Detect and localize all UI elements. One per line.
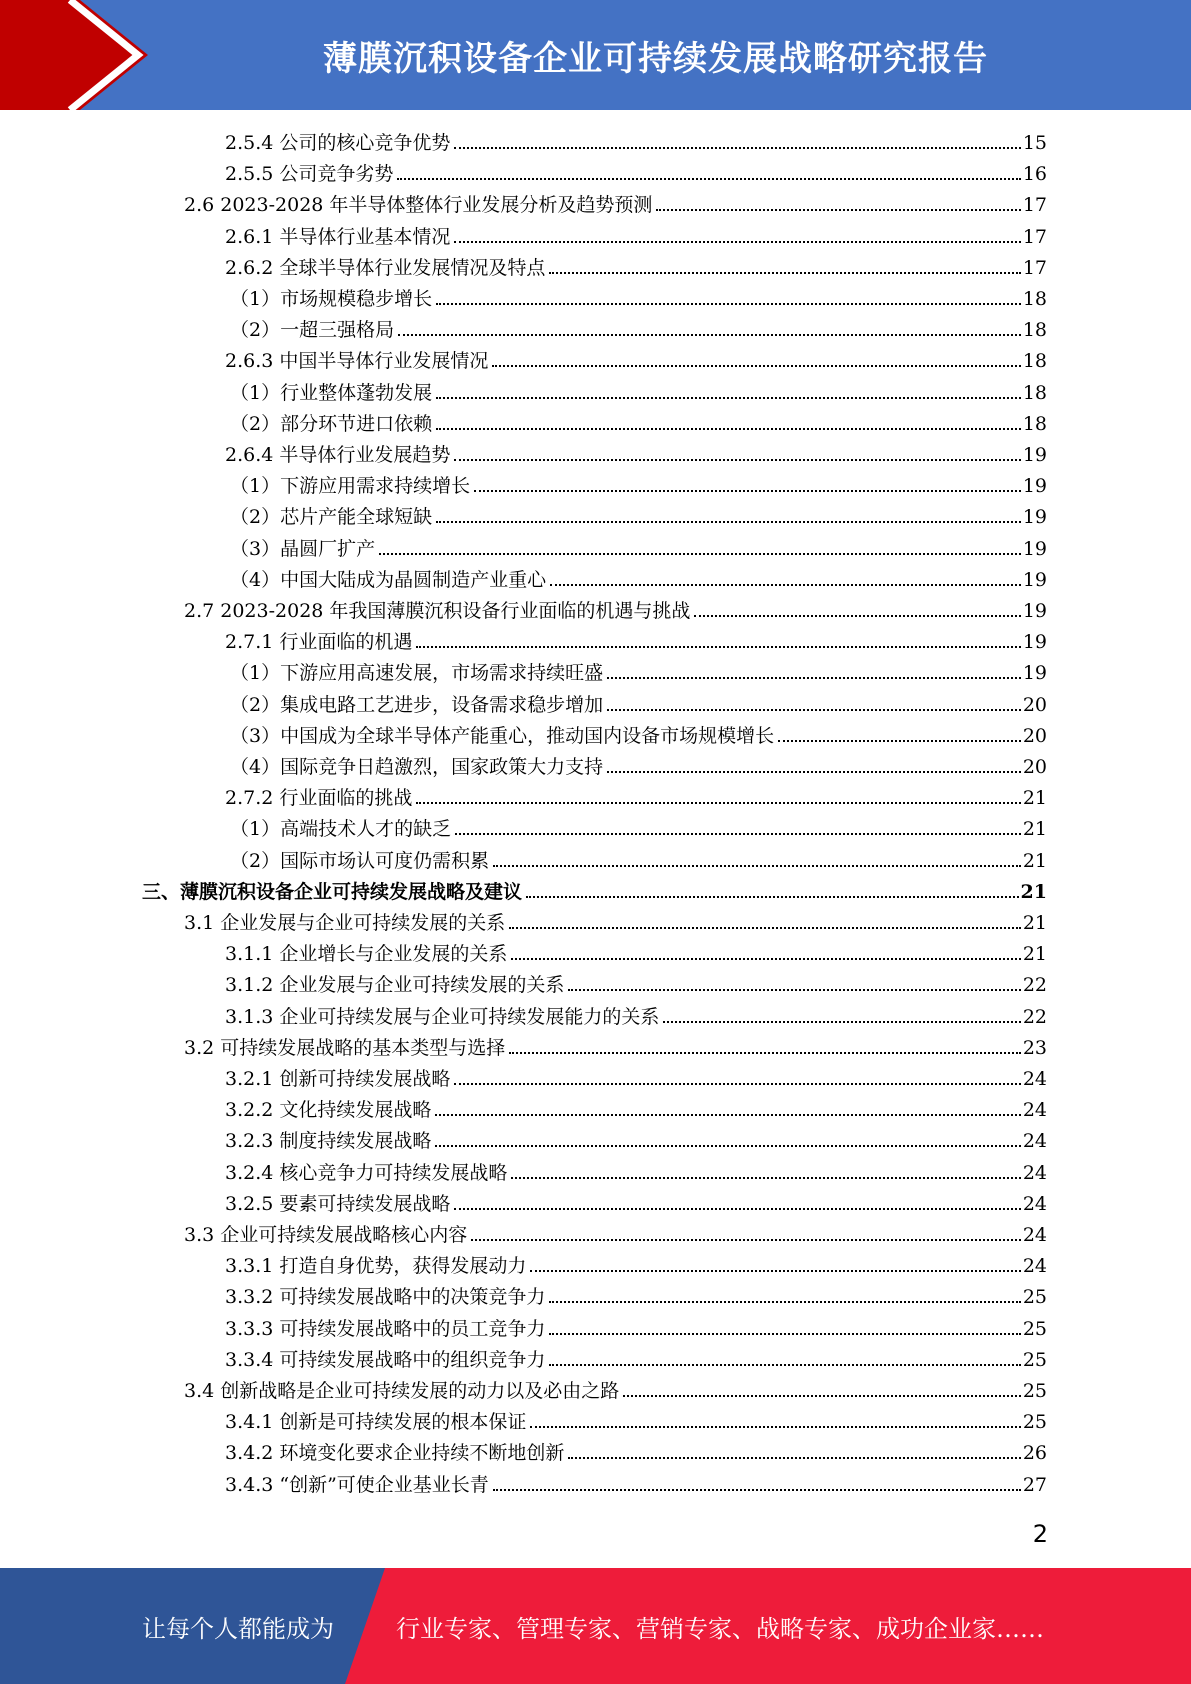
toc-entry-page: 19 — [1022, 537, 1047, 560]
page-footer — [0, 1568, 1191, 1684]
toc-entry[interactable] — [230, 533, 1047, 561]
toc-entry-page: 20 — [1022, 756, 1047, 778]
toc-leader-dots — [454, 1208, 1020, 1210]
toc-entry-page: 21 — [1022, 818, 1047, 841]
toc-entry-label: 2.6 2023-2028 年半导体整体行业发展分析及趋势预测 — [184, 194, 653, 217]
toc-entry[interactable] — [225, 1281, 1047, 1309]
toc-leader-dots — [455, 833, 1021, 835]
toc-leader-dots — [435, 1145, 1020, 1147]
toc-entry-page: 21 — [1022, 943, 1047, 966]
toc-entry[interactable] — [225, 221, 1047, 249]
toc-leader-dots — [656, 209, 1020, 211]
toc-entry[interactable] — [230, 377, 1047, 405]
toc-entry-label: 3.1.3 企业可持续发展与企业可持续发展能力的关系 — [225, 1005, 660, 1028]
toc-entry[interactable] — [142, 876, 1047, 904]
toc-entry[interactable] — [225, 1157, 1047, 1185]
toc-entry-page: 17 — [1022, 225, 1047, 248]
toc-entry[interactable] — [225, 1406, 1047, 1434]
toc-leader-dots — [511, 958, 1020, 960]
toc-entry-page: 15 — [1022, 132, 1047, 154]
toc-entry-label: （2）国际市场认可度仍需积累 — [230, 849, 490, 872]
toc-leader-dots — [526, 896, 1019, 898]
toc-entry-label: 3.4.1 创新是可持续发展的根本保证 — [225, 1411, 527, 1434]
toc-entry-page: 19 — [1022, 662, 1047, 685]
toc-entry[interactable] — [230, 470, 1047, 498]
toc-leader-dots — [623, 1395, 1021, 1397]
toc-leader-dots — [607, 677, 1021, 679]
toc-entry-label: 3.4.2 环境变化要求企业持续不断地创新 — [225, 1442, 565, 1465]
toc-entry-label: （1）下游应用高速发展，市场需求持续旺盛 — [230, 662, 604, 685]
toc-leader-dots — [493, 1489, 1021, 1491]
toc-leader-dots — [663, 1021, 1020, 1023]
toc-entry-label: 3.3 企业可持续发展战略核心内容 — [184, 1224, 468, 1246]
toc-entry-label: （3）晶圆厂扩产 — [230, 537, 376, 560]
toc-entry-page: 21 — [1022, 849, 1047, 872]
toc-entry-page: 20 — [1022, 724, 1047, 747]
toc-entry-page: 17 — [1022, 256, 1047, 279]
toc-entry[interactable] — [184, 907, 1047, 935]
toc-entry-label: 3.1.2 企业发展与企业可持续发展的关系 — [225, 974, 565, 997]
toc-entry-label: （1）下游应用需求持续增长 — [230, 475, 471, 498]
toc-leader-dots — [568, 989, 1020, 991]
toc-entry-label: 3.4 创新战略是企业可持续发展的动力以及必由之路 — [184, 1380, 620, 1402]
toc-entry-page: 22 — [1022, 1005, 1047, 1028]
toc-leader-dots — [436, 303, 1021, 305]
toc-entry[interactable] — [230, 720, 1047, 748]
toc-leader-dots — [607, 771, 1021, 773]
toc-entry-page: 25 — [1022, 1348, 1047, 1371]
toc-entry-label: 2.7 2023-2028 年我国薄膜沉积设备行业面临的机遇与挑战 — [184, 600, 691, 622]
toc-entry-label: 3.2.2 文化持续发展战略 — [225, 1099, 432, 1122]
toc-leader-dots — [778, 740, 1021, 742]
toc-entry[interactable] — [184, 1032, 1047, 1060]
toc-leader-dots — [550, 584, 1021, 586]
toc-leader-dots — [454, 459, 1020, 461]
toc-entry[interactable] — [225, 252, 1047, 280]
toc-entry[interactable] — [225, 345, 1047, 373]
toc-entry-label: （4）中国大陆成为晶圆制造产业重心 — [230, 568, 547, 591]
toc-entry-page: 24 — [1022, 1192, 1047, 1215]
toc-entry[interactable] — [184, 1219, 1047, 1247]
toc-entry-page: 19 — [1022, 475, 1047, 498]
toc-entry-label: （4）国际竞争日趋激烈，国家政策大力支持 — [230, 756, 604, 778]
toc-entry-page: 24 — [1022, 1255, 1047, 1278]
toc-leader-dots — [511, 1177, 1020, 1179]
toc-leader-dots — [436, 521, 1021, 523]
page-number: 2 — [1032, 1520, 1048, 1548]
toc-entry[interactable] — [184, 595, 1047, 623]
toc-entry[interactable] — [230, 314, 1047, 342]
toc-leader-dots — [509, 1052, 1021, 1054]
toc-entry-page: 18 — [1022, 412, 1047, 435]
toc-entry-label: （2）集成电路工艺进步，设备需求稳步增加 — [230, 693, 604, 716]
toc-entry-label: 3.4.3 “创新”可使企业基业长青 — [225, 1473, 489, 1496]
toc-entry-label: （1）高端技术人才的缺乏 — [230, 818, 452, 841]
toc-leader-dots — [549, 272, 1020, 274]
toc-entry[interactable] — [230, 657, 1047, 685]
toc-entry-label: 3.2.1 创新可持续发展战略 — [225, 1068, 451, 1090]
toc-leader-dots — [435, 1114, 1020, 1116]
toc-leader-dots — [416, 802, 1020, 804]
toc-entry[interactable] — [184, 189, 1047, 217]
page-header — [0, 0, 1191, 110]
toc-entry-page: 18 — [1022, 288, 1047, 310]
toc-leader-dots — [454, 241, 1020, 243]
toc-entry[interactable] — [225, 1313, 1047, 1341]
toc-entry-page: 25 — [1022, 1380, 1047, 1402]
toc-leader-dots — [509, 927, 1021, 929]
toc-leader-dots — [607, 709, 1021, 711]
toc-entry-label: 2.6.2 全球半导体行业发展情况及特点 — [225, 256, 546, 279]
toc-entry-label: 2.6.4 半导体行业发展趋势 — [225, 444, 451, 466]
toc-entry-page: 25 — [1022, 1411, 1047, 1434]
toc-entry-label: 2.6.1 半导体行业基本情况 — [225, 225, 451, 248]
toc-entry-page: 20 — [1022, 693, 1047, 716]
toc-entry[interactable] — [225, 158, 1047, 186]
toc-entry[interactable] — [225, 1001, 1047, 1029]
toc-entry-page: 24 — [1022, 1224, 1047, 1246]
toc-entry-page: 19 — [1022, 506, 1047, 529]
toc-entry[interactable] — [225, 439, 1047, 467]
toc-entry-page: 27 — [1022, 1473, 1047, 1496]
toc-entry-page: 24 — [1022, 1161, 1047, 1184]
toc-leader-dots — [454, 147, 1020, 149]
toc-entry-page: 21 — [1022, 912, 1047, 934]
toc-entry-page: 18 — [1022, 381, 1047, 404]
toc-entry[interactable] — [184, 1375, 1047, 1403]
toc-leader-dots — [436, 397, 1021, 399]
toc-entry[interactable] — [225, 1344, 1047, 1372]
toc-entry[interactable] — [225, 1188, 1047, 1216]
toc-entry[interactable] — [225, 969, 1047, 997]
footer-roles: 行业专家、管理专家、营销专家、战略专家、成功企业家…… — [396, 1614, 1044, 1643]
toc-entry[interactable] — [225, 127, 1047, 155]
toc-entry-label: 2.7.1 行业面临的机遇 — [225, 631, 413, 654]
toc-entry-label: 2.5.5 公司竞争劣势 — [225, 163, 394, 186]
toc-entry-label: （3）中国成为全球半导体产能重心，推动国内设备市场规模增长 — [230, 724, 775, 747]
toc-entry-label: 3.2 可持续发展战略的基本类型与选择 — [184, 1036, 506, 1059]
chevron-arrow-icon — [0, 0, 160, 110]
toc-leader-dots — [379, 553, 1021, 555]
toc-entry-page: 19 — [1022, 444, 1047, 466]
toc-entry-label: 3.3.2 可持续发展战略中的决策竞争力 — [225, 1286, 546, 1309]
toc-entry[interactable] — [225, 938, 1047, 966]
toc-entry-label: 3.3.1 打造自身优势，获得发展动力 — [225, 1255, 527, 1278]
toc-leader-dots — [397, 178, 1020, 180]
toc-entry-label: 2.6.3 中国半导体行业发展情况 — [225, 350, 489, 373]
toc-entry-page: 23 — [1022, 1036, 1047, 1059]
toc-entry[interactable] — [230, 845, 1047, 873]
toc-leader-dots — [454, 1083, 1020, 1085]
toc-entry-label: 3.1 企业发展与企业可持续发展的关系 — [184, 912, 506, 934]
toc-entry-page: 19 — [1022, 568, 1047, 591]
toc-entry-page: 17 — [1022, 194, 1047, 217]
toc-entry-page: 24 — [1022, 1099, 1047, 1122]
toc-entry-page: 18 — [1022, 350, 1047, 373]
toc-leader-dots — [436, 428, 1021, 430]
toc-leader-dots — [549, 1333, 1020, 1335]
toc-entry[interactable] — [225, 1063, 1047, 1091]
toc-entry[interactable] — [230, 751, 1047, 779]
toc-entry[interactable] — [230, 813, 1047, 841]
toc-entry-label: 3.2.3 制度持续发展战略 — [225, 1130, 432, 1153]
toc-entry-label: 2.5.4 公司的核心竞争优势 — [225, 132, 451, 154]
toc-entry[interactable] — [225, 626, 1047, 654]
toc-entry-page: 22 — [1022, 974, 1047, 997]
toc-leader-dots — [549, 1364, 1020, 1366]
toc-entry[interactable] — [230, 564, 1047, 592]
toc-entry-page: 25 — [1022, 1317, 1047, 1340]
toc-leader-dots — [474, 490, 1021, 492]
toc-leader-dots — [694, 615, 1020, 617]
toc-entry[interactable] — [225, 1469, 1047, 1497]
toc-entry-label: 3.2.5 要素可持续发展战略 — [225, 1192, 451, 1215]
toc-entry[interactable] — [230, 689, 1047, 717]
toc-entry-label: 3.3.4 可持续发展战略中的组织竞争力 — [225, 1348, 546, 1371]
toc-entry-label: 3.1.1 企业增长与企业发展的关系 — [225, 943, 508, 966]
toc-entry[interactable] — [225, 1094, 1047, 1122]
toc-entry-label: （1）市场规模稳步增长 — [230, 288, 433, 310]
toc-entry[interactable] — [225, 1437, 1047, 1465]
toc-leader-dots — [398, 334, 1021, 336]
toc-leader-dots — [568, 1457, 1020, 1459]
toc-leader-dots — [549, 1301, 1020, 1303]
toc-entry-page: 19 — [1022, 631, 1047, 654]
toc-leader-dots — [471, 1239, 1021, 1241]
toc-leader-dots — [530, 1270, 1020, 1272]
toc-leader-dots — [493, 865, 1021, 867]
toc-entry-page: 24 — [1022, 1130, 1047, 1153]
toc-entry-page: 16 — [1022, 163, 1047, 186]
toc-entry-page: 18 — [1022, 319, 1047, 342]
toc-leader-dots — [530, 1426, 1020, 1428]
toc-entry-page: 21 — [1020, 880, 1047, 903]
toc-entry-label: （2）一超三强格局 — [230, 319, 395, 342]
toc-entry-label: 2.7.2 行业面临的挑战 — [225, 787, 413, 810]
toc-entry-page: 25 — [1022, 1286, 1047, 1309]
toc-entry-page: 24 — [1022, 1068, 1047, 1090]
toc-entry[interactable] — [230, 283, 1047, 311]
toc-entry-label: 三、薄膜沉积设备企业可持续发展战略及建议 — [142, 880, 523, 903]
toc-entry[interactable] — [225, 1250, 1047, 1278]
toc-entry-page: 21 — [1022, 787, 1047, 810]
toc-entry-label: （2）部分环节进口依赖 — [230, 412, 433, 435]
toc-leader-dots — [492, 365, 1020, 367]
toc-entry-page: 19 — [1022, 600, 1047, 622]
toc-entry-label: （2）芯片产能全球短缺 — [230, 506, 433, 529]
toc-entry[interactable] — [230, 501, 1047, 529]
toc-entry-label: （1）行业整体蓬勃发展 — [230, 381, 433, 404]
toc-entry-label: 3.3.3 可持续发展战略中的员工竞争力 — [225, 1317, 546, 1340]
toc-entry[interactable] — [225, 782, 1047, 810]
toc-entry-page: 26 — [1022, 1442, 1047, 1465]
toc-entry[interactable] — [225, 1125, 1047, 1153]
footer-slogan: 让每个人都能成为 — [142, 1614, 334, 1643]
toc-entry-label: 3.2.4 核心竞争力可持续发展战略 — [225, 1161, 508, 1184]
report-title: 薄膜沉积设备企业可持续发展战略研究报告 — [323, 38, 988, 79]
toc-entry[interactable] — [230, 408, 1047, 436]
toc-leader-dots — [416, 646, 1020, 648]
